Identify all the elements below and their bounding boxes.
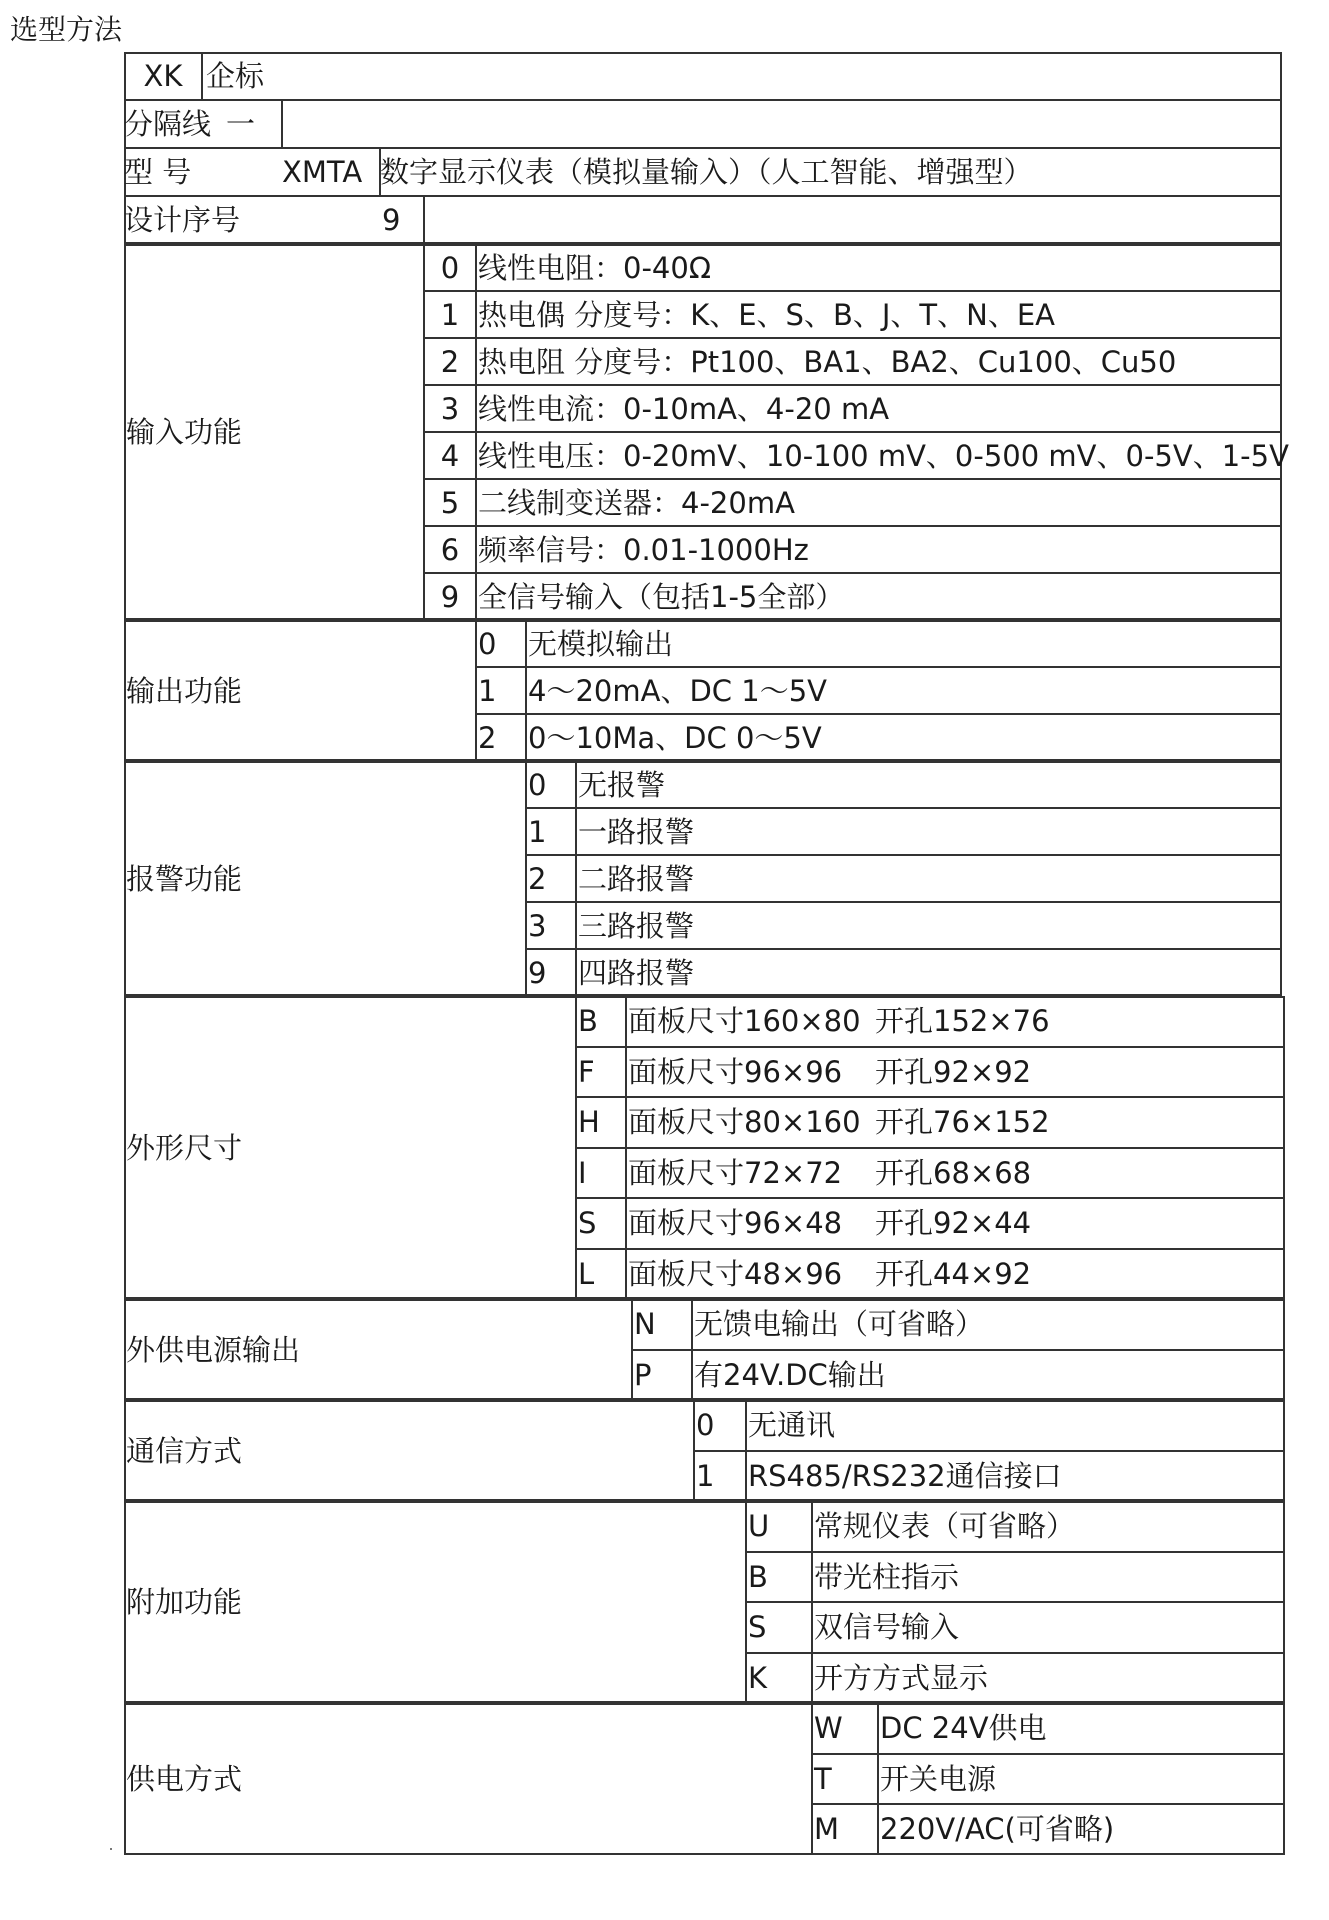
option-cutout: 开孔92×92 bbox=[875, 1055, 1032, 1090]
row-divider bbox=[124, 195, 1282, 197]
group-label: 外供电源输出 bbox=[126, 1332, 301, 1367]
option-code: 0 bbox=[478, 626, 497, 661]
option-cutout: 开孔68×68 bbox=[875, 1156, 1032, 1191]
option-code: S bbox=[578, 1206, 597, 1241]
group-label: 外形尺寸 bbox=[126, 1130, 243, 1165]
option-description: 开方方式显示 bbox=[814, 1661, 989, 1696]
separator-symbol: 一 bbox=[226, 107, 256, 141]
model-description: 数字显示仪表（模拟量输入）（人工智能、增强型） bbox=[380, 155, 1033, 189]
column-divider bbox=[423, 196, 425, 244]
column-divider bbox=[525, 620, 527, 761]
group-label: 通信方式 bbox=[126, 1433, 243, 1468]
design-number-label: 设计序号 bbox=[124, 203, 241, 237]
row-divider bbox=[576, 1147, 1285, 1149]
option-code: 1 bbox=[440, 297, 460, 332]
row-divider bbox=[124, 99, 1282, 101]
option-code: 5 bbox=[440, 485, 460, 520]
option-code: P bbox=[634, 1358, 652, 1393]
brand-code: XK bbox=[143, 59, 183, 93]
option-cutout: 开孔92×44 bbox=[875, 1206, 1032, 1241]
option-description: 4～20mA、DC 1～5V bbox=[528, 673, 827, 708]
row-divider bbox=[746, 1551, 1285, 1553]
option-code: F bbox=[578, 1055, 595, 1090]
option-description: 热电阻 分度号：Pt100、BA1、BA2、Cu100、Cu50 bbox=[478, 344, 1177, 379]
option-code: 1 bbox=[478, 673, 497, 708]
option-description: 热电偶 分度号：K、E、S、B、J、T、N、EA bbox=[478, 297, 1055, 332]
page-title: 选型方法 bbox=[10, 13, 123, 46]
option-description: 三路报警 bbox=[578, 908, 695, 943]
option-description: 面板尺寸48×96 bbox=[628, 1257, 843, 1292]
row-divider bbox=[746, 1601, 1285, 1603]
option-description: 0～10Ma、DC 0～5V bbox=[528, 720, 822, 755]
option-code: 9 bbox=[528, 955, 547, 990]
row-divider bbox=[812, 1753, 1285, 1755]
option-code: 1 bbox=[696, 1459, 715, 1494]
option-code: T bbox=[814, 1762, 832, 1797]
model-code: XMTA bbox=[282, 155, 363, 189]
option-code: L bbox=[578, 1257, 595, 1292]
option-description: 四路报警 bbox=[578, 955, 695, 990]
group-label: 输出功能 bbox=[126, 673, 243, 708]
option-description: 无通讯 bbox=[748, 1408, 836, 1443]
option-code: N bbox=[634, 1307, 656, 1342]
row-divider bbox=[576, 1046, 1285, 1048]
option-code: B bbox=[578, 1004, 598, 1039]
column-divider bbox=[811, 1703, 813, 1855]
row-divider bbox=[576, 1248, 1285, 1250]
option-code: B bbox=[748, 1560, 768, 1595]
column-divider bbox=[475, 620, 477, 761]
option-description: 线性电压：0-20mV、10-100 mV、0-500 mV、0-5V、1-5V bbox=[478, 438, 1289, 473]
brand-label: 企标 bbox=[206, 59, 265, 93]
option-description: 无馈电输出（可省略） bbox=[694, 1307, 985, 1342]
option-code: 2 bbox=[528, 861, 547, 896]
column-divider bbox=[525, 761, 527, 996]
option-code: 2 bbox=[478, 720, 497, 755]
group-label: 附加功能 bbox=[126, 1585, 243, 1619]
group-3 bbox=[124, 761, 1282, 996]
column-divider bbox=[575, 761, 577, 996]
option-code: 0 bbox=[440, 250, 460, 285]
column-divider bbox=[281, 100, 283, 148]
option-description: 频率信号：0.01-1000Hz bbox=[478, 532, 809, 567]
separator-label: 分隔线 bbox=[124, 107, 212, 141]
row-divider bbox=[746, 1652, 1285, 1654]
option-code: 9 bbox=[440, 579, 460, 614]
group-label: 报警功能 bbox=[126, 861, 243, 896]
option-description: 面板尺寸80×160 bbox=[628, 1105, 861, 1140]
option-description: 双信号输入 bbox=[814, 1610, 960, 1645]
option-description: 一路报警 bbox=[578, 814, 695, 849]
option-code: 2 bbox=[440, 344, 460, 379]
option-code: K bbox=[748, 1661, 768, 1696]
option-description: 有24V.DC输出 bbox=[694, 1358, 886, 1393]
option-description: RS485/RS232通信接口 bbox=[748, 1459, 1062, 1494]
option-code: M bbox=[814, 1812, 840, 1847]
option-cutout: 开孔152×76 bbox=[875, 1004, 1050, 1039]
group-label: 输入功能 bbox=[126, 415, 243, 449]
option-description: 220V/AC(可省略) bbox=[880, 1812, 1115, 1847]
row-divider bbox=[694, 1450, 1285, 1452]
group-label: 供电方式 bbox=[126, 1762, 243, 1796]
option-description: 二路报警 bbox=[578, 861, 695, 896]
option-description: 面板尺寸96×96 bbox=[628, 1055, 843, 1090]
option-code: H bbox=[578, 1105, 600, 1140]
option-description: 二线制变送器：4-20mA bbox=[478, 485, 795, 520]
column-divider bbox=[877, 1703, 879, 1855]
option-cutout: 开孔44×92 bbox=[875, 1257, 1032, 1292]
option-code: 3 bbox=[440, 391, 460, 426]
model-label: 型 号 bbox=[124, 155, 192, 189]
option-description: 面板尺寸72×72 bbox=[628, 1156, 843, 1191]
option-description: 带光柱指示 bbox=[814, 1560, 960, 1595]
option-description: 常规仪表（可省略） bbox=[814, 1509, 1076, 1544]
option-code: I bbox=[578, 1156, 587, 1191]
row-divider bbox=[576, 1096, 1285, 1098]
option-description: DC 24V供电 bbox=[880, 1711, 1047, 1746]
option-description: 线性电阻：0-40Ω bbox=[478, 250, 711, 285]
option-code: 0 bbox=[696, 1408, 715, 1443]
option-code: S bbox=[748, 1610, 767, 1645]
option-code: 4 bbox=[440, 438, 460, 473]
option-code: 1 bbox=[528, 814, 547, 849]
row-divider bbox=[812, 1803, 1285, 1805]
option-code: 0 bbox=[528, 767, 547, 802]
option-cutout: 开孔76×152 bbox=[875, 1105, 1050, 1140]
option-description: 面板尺寸96×48 bbox=[628, 1206, 843, 1241]
option-description: 开关电源 bbox=[880, 1762, 997, 1797]
option-code: 6 bbox=[440, 532, 460, 567]
option-description: 线性电流：0-10mA、4-20 mA bbox=[478, 391, 890, 426]
option-description: 全信号输入（包括1-5全部） bbox=[478, 579, 845, 614]
option-code: U bbox=[748, 1509, 770, 1544]
row-divider bbox=[632, 1349, 1285, 1351]
option-description: 无报警 bbox=[578, 767, 666, 802]
stray-dot bbox=[110, 1848, 112, 1850]
design-number-value: 9 bbox=[382, 203, 401, 237]
option-code: W bbox=[814, 1711, 843, 1746]
option-code: 3 bbox=[528, 908, 547, 943]
option-description: 面板尺寸160×80 bbox=[628, 1004, 861, 1039]
row-divider bbox=[576, 1197, 1285, 1199]
option-description: 无模拟输出 bbox=[528, 626, 674, 661]
